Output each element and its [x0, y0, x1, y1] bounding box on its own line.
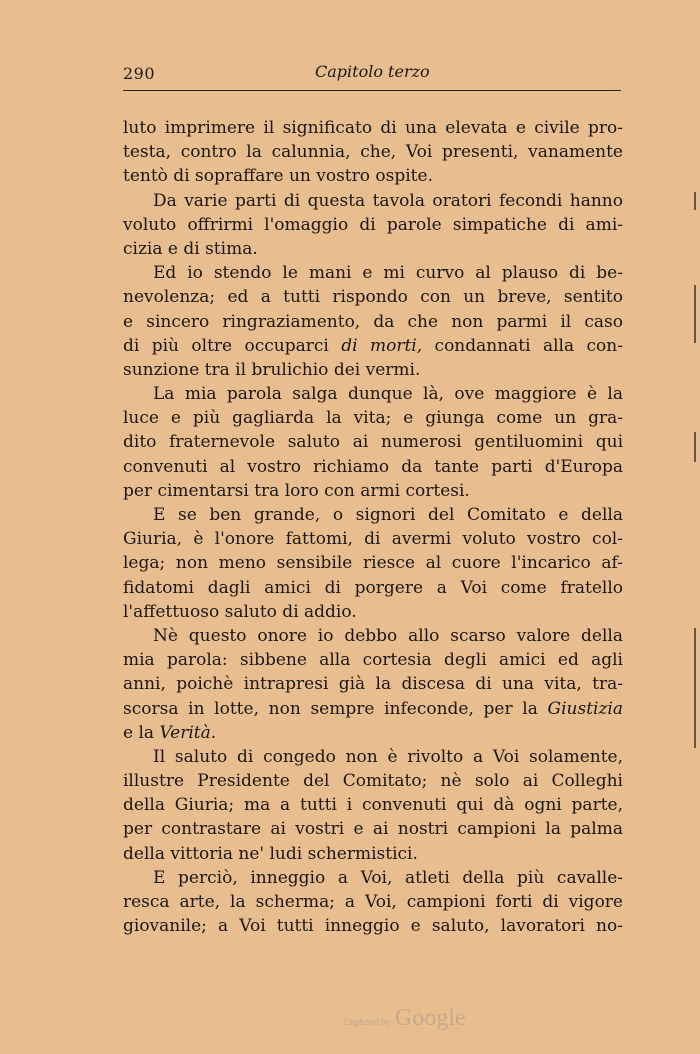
- text-fragment: condannati alla con-: [422, 335, 623, 356]
- watermark-prefix: Digitized by: [344, 1017, 391, 1027]
- text-line: voluto offrirmi l'omaggio di parole simpatiche di ami-: [123, 214, 623, 235]
- body-text: [123, 116, 623, 938]
- text-line: E perciò, inneggio a Voi, atleti della più cavalle-: [153, 867, 623, 888]
- text-line: Giuria, è l'onore fattomi, di avermi voluto vostro col-: [123, 529, 623, 550]
- text-line: fidatomi dagli amici di porgere a Voi come fratello: [123, 577, 623, 598]
- text-line: della vittoria ne' ludi schermistici.: [123, 843, 418, 864]
- watermark-brand: Google: [394, 1005, 466, 1031]
- text-line: e sincero ringraziamento, da che non parmi il caso: [123, 311, 623, 332]
- text-line: l'affettuoso saluto di addio.: [123, 601, 357, 622]
- text-line: mia parola: sibbene alla cortesia degli amici ed agli: [123, 650, 623, 671]
- text-line: cizia e di stima.: [123, 238, 258, 259]
- text-fragment: e la: [123, 722, 160, 743]
- text-line: Nè questo onore io debbo allo scarso valore della: [153, 625, 623, 646]
- margin-mark: [694, 628, 696, 748]
- running-head: Capitolo terzo: [315, 62, 430, 81]
- text-line: [123, 334, 623, 358]
- text-line: nevolenza; ed a tutti rispondo con un breve, sentito: [123, 287, 623, 308]
- text-line: Da varie parti di questa tavola oratori fecondi hanno: [153, 190, 623, 211]
- text-line: giovanile; a Voi tutti inneggio e saluto, lavoratori no-: [123, 916, 623, 937]
- text-line: illustre Presidente del Comitato; nè solo ai Colleghi: [123, 771, 623, 792]
- margin-mark: [694, 192, 696, 210]
- margin-mark: [694, 285, 696, 343]
- text-line: convenuti al vostro richiamo da tante parti d'Europa: [123, 456, 623, 477]
- page-header: [123, 62, 621, 92]
- italic-phrase: di morti,: [341, 335, 423, 356]
- text-line: La mia parola salga dunque là, ove maggiore è la: [153, 384, 623, 405]
- text-line: testa, contro la calunnia, che, Voi presenti, vanamente: [123, 142, 623, 163]
- text-line: dito fraternevole saluto ai numerosi gentiluomini qui: [123, 432, 623, 453]
- text-line: della Giuria; ma a tutti i convenuti qui dà ogni parte,: [123, 795, 623, 816]
- text-line: Ed io stendo le mani e mi curvo al plauso di be-: [153, 263, 623, 284]
- text-line: per contrastare ai vostri e ai nostri campioni la palma: [123, 819, 623, 840]
- text-line: tentò di sopraffare un vostro ospite.: [123, 166, 433, 187]
- text-line: luce e più gagliarda la vita; e giunga come un gra-: [123, 408, 623, 429]
- italic-phrase: Giustizia: [547, 698, 623, 719]
- text-line: lega; non meno sensibile riesce al cuore l'incarico af-: [123, 553, 623, 574]
- text-line: Il saluto di congedo non è rivolto a Voi solamente,: [153, 746, 623, 767]
- text-fragment: di più oltre occuparci: [123, 335, 342, 356]
- header-rule: [123, 90, 621, 91]
- text-line: per cimentarsi tra loro con armi cortesi.: [123, 480, 470, 501]
- page-number: 290: [123, 64, 156, 83]
- italic-phrase: Verità.: [159, 722, 217, 743]
- text-line: [123, 721, 623, 745]
- text-fragment: scorsa in lotte, non sempre infeconde, per la: [123, 698, 548, 719]
- digitized-watermark: [344, 1005, 466, 1032]
- text-line: sunzione tra il brulichio dei vermi.: [123, 359, 421, 380]
- text-line: [123, 697, 623, 721]
- margin-mark: [694, 432, 696, 462]
- text-line: luto imprimere il significato di una elevata e civile pro-: [123, 118, 623, 138]
- text-line: anni, poichè intrapresi già la discesa di una vita, tra-: [123, 674, 623, 695]
- text-line: E se ben grande, o signori del Comitato e della: [153, 505, 623, 525]
- text-line: resca arte, la scherma; a Voi, campioni forti di vigore: [123, 892, 623, 912]
